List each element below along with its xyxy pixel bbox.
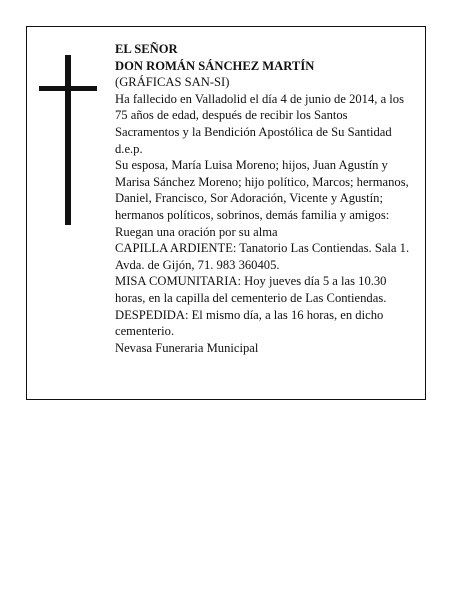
obituary-notice [26,26,426,400]
latin-cross-icon [39,55,97,225]
mass-info: MISA COMUNITARIA: Hoy jueves día 5 a las 10.30 horas, en la capilla del cementerio de Las Contiendas. [115,274,387,305]
chapel-info: CAPILLA ARDIENTE: Tanatorio Las Contiendas. Sala 1. Avda. de Gijón, 71. 983 360405. [115,241,410,272]
deceased-name: DON ROMÁN SÁNCHEZ MARTÍN [115,58,315,73]
farewell-info: DESPEDIDA: El mismo día, a las 16 horas, en dicho cementerio. [115,307,384,339]
cross-vertical-bar [65,55,71,225]
cross-horizontal-bar [39,86,97,91]
heading-title: EL SEÑOR [115,42,178,56]
family-list: Su esposa, María Luisa Moreno; hijos, Juan Agustín y Marisa Sánchez Moreno; hijo político, Marcos; hermanos, Daniel, Francisco, Sor Adoración, Vicente y Agustín; hermanos políticos, sobrinos, demás familia y amigos: [115,158,409,222]
dep-line: d.e.p. [115,141,143,156]
funeral-home: Nevasa Funeraria Municipal [115,340,259,355]
death-announcement: Ha fallecido en Valladolid el día 4 de junio de 2014, a los 75 años de edad, después de recibir los Santos Sacramentos y la Bendición Apostólica de Su Santidad [115,91,404,139]
deceased-affiliation: (GRÁFICAS SAN-SI) [115,75,230,90]
obituary-text [115,41,415,356]
prayer-request: Ruegan una oración por su alma [115,224,278,239]
